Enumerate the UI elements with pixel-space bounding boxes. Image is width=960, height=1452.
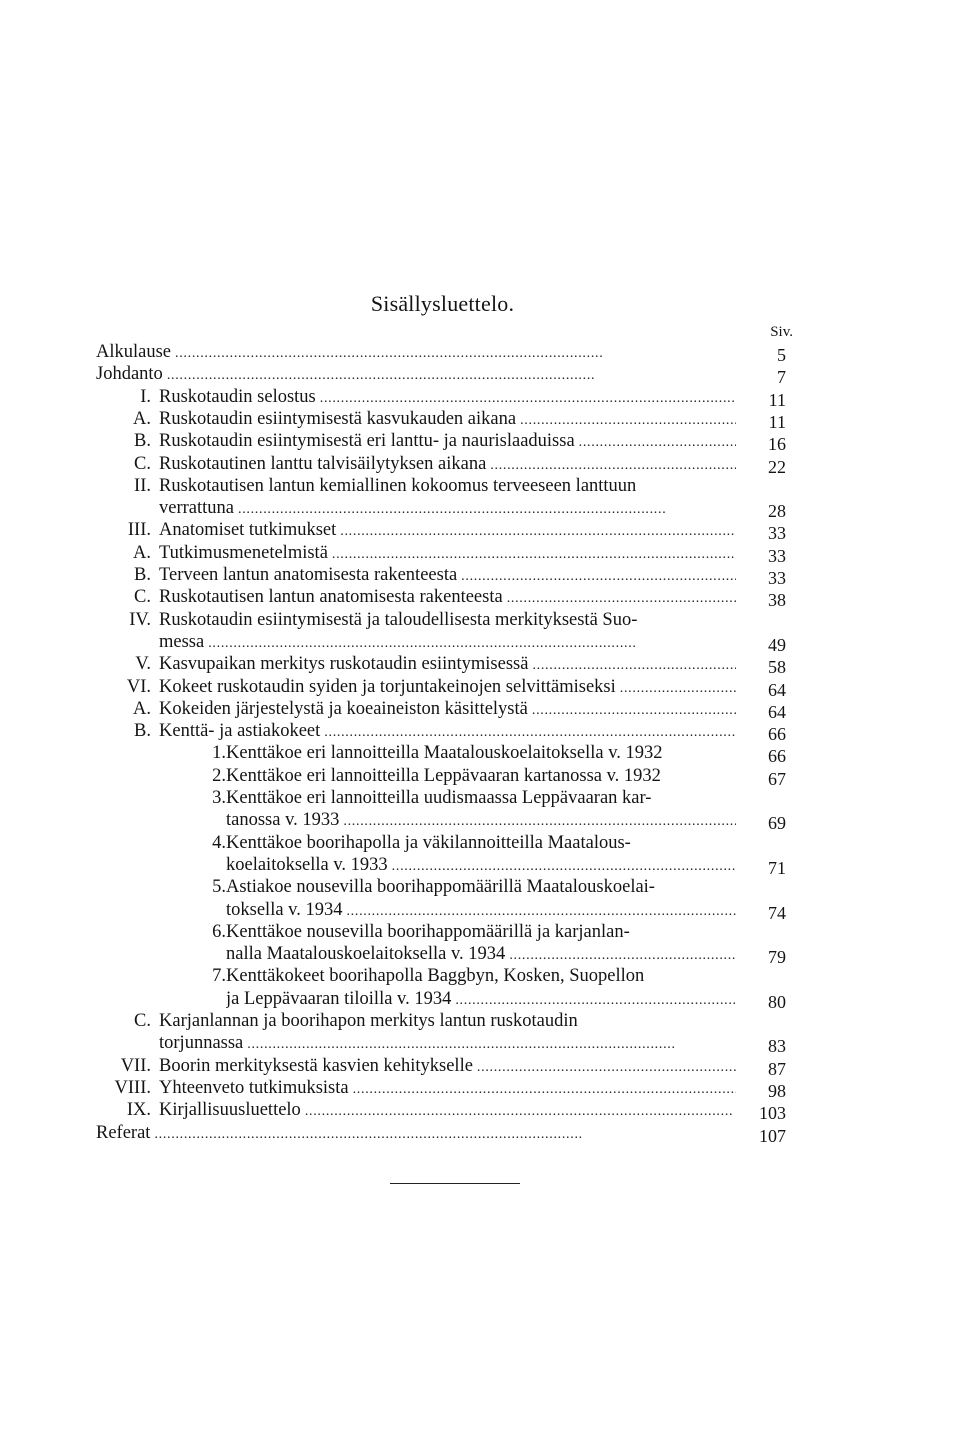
dot-leader <box>477 1057 736 1079</box>
entry-title: messa <box>159 631 205 652</box>
page-number: 71 <box>768 857 786 878</box>
entry-title: Ruskotautisen lantun kemiallinen kokoomus terveeseen lanttuun <box>159 475 637 496</box>
entry-title: tanossa v. 1933 <box>226 810 340 831</box>
toc-entry <box>96 430 786 455</box>
toc-entry <box>96 698 786 720</box>
entry-title: Ruskotautinen lanttu talvisäilytyksen aikana <box>159 453 487 474</box>
entry-number: A. <box>133 542 151 563</box>
entry-title: ja Leppävaaran tiloilla v. 1934 <box>226 988 452 1009</box>
dot-leader <box>320 388 736 410</box>
entry-number: 6. <box>212 921 226 942</box>
page-number: 74 <box>768 902 786 923</box>
toc-entry <box>96 1099 786 1124</box>
entry-title: Kenttäkoe boorihapolla ja väkilannoitteilla Maatalous- <box>226 832 631 853</box>
page-number: 22 <box>768 456 786 477</box>
page-number: 33 <box>768 568 786 588</box>
entry-title: torjunnassa <box>159 1033 244 1054</box>
toc-entry <box>96 988 786 1010</box>
entry-title: Anatomiset tutkimukset <box>159 520 337 541</box>
page-number: 83 <box>768 1036 786 1057</box>
dot-leader <box>532 700 736 722</box>
dot-leader <box>353 1079 736 1101</box>
entry-title: Yhteenveto tutkimuksista <box>159 1077 349 1098</box>
entry-title: Referat <box>96 1122 151 1143</box>
entry-title: koelaitoksella v. 1933 <box>226 854 388 875</box>
toc-entry <box>96 720 786 745</box>
entry-number: I. <box>140 386 151 407</box>
entry-title: Kenttäkoe eri lannoitteilla uudismaassa Leppävaaran kar- <box>226 788 652 808</box>
entry-number: VI. <box>126 676 151 697</box>
toc-entry <box>96 676 786 698</box>
dot-leader <box>455 990 736 1012</box>
entry-title: Kirjallisuusluettelo <box>159 1100 301 1121</box>
toc-entry <box>96 475 786 497</box>
toc-entry <box>96 1032 786 1057</box>
toc-entry <box>96 832 786 854</box>
entry-number: 1. <box>212 743 226 764</box>
dot-leader <box>507 588 736 610</box>
dot-leader <box>208 633 736 655</box>
entry-number: A. <box>133 408 151 429</box>
dot-leader <box>392 856 736 878</box>
page-number: 33 <box>768 523 786 544</box>
entry-title: Kenttäkokeet boorihapolla Baggbyn, Kosken, Suopellon <box>226 966 645 987</box>
page-number: 5 <box>777 345 786 365</box>
toc-entry <box>96 341 786 363</box>
toc-entry <box>96 1077 786 1099</box>
dot-leader <box>340 521 736 543</box>
page-number: 49 <box>768 634 786 655</box>
entry-number: 5. <box>212 877 226 898</box>
toc-entry <box>96 899 786 921</box>
entry-title: Ruskotaudin esiintymisestä ja taloudellisesta merkityksestä Suo- <box>159 609 638 630</box>
dot-leader <box>167 365 736 387</box>
dot-leader <box>346 901 736 923</box>
entry-number: 3. <box>212 788 226 808</box>
toc-entry <box>96 742 786 767</box>
entry-title: Kokeet ruskotaudin syiden ja torjuntakeinojen selvittämiseksi <box>159 676 616 697</box>
toc-entry <box>96 519 786 544</box>
entry-number: III. <box>127 520 151 541</box>
entry-number: C. <box>134 453 151 474</box>
toc-entry <box>96 564 786 586</box>
page-number: 28 <box>768 501 786 522</box>
toc-entry <box>96 586 786 611</box>
entry-number: A. <box>133 698 151 719</box>
entry-number: 7. <box>212 966 226 987</box>
toc-entry <box>96 787 786 809</box>
entry-title: Johdanto <box>96 364 163 385</box>
entry-title: Ruskotautisen lantun anatomisesta rakenteesta <box>159 587 503 608</box>
dot-leader <box>520 410 736 432</box>
page-title: Sisällysluettelo. <box>370 291 515 316</box>
toc-entry <box>96 363 786 388</box>
page-number: 33 <box>768 545 786 566</box>
entry-title: Karjanlannan ja boorihapon merkitys lantun ruskotaudin <box>159 1011 578 1031</box>
entry-title: Kenttäkoe eri lannoitteilla Maatalouskoelaitoksella v. 1932 <box>226 743 663 764</box>
entry-number: II. <box>134 475 151 496</box>
page-number: 11 <box>768 389 786 410</box>
toc-entry <box>96 765 786 787</box>
entry-title: Ruskotaudin selostus <box>159 386 316 407</box>
page-number: 103 <box>759 1103 786 1124</box>
entry-number: B. <box>134 565 151 585</box>
entry-number: C. <box>134 587 151 608</box>
page-number: 98 <box>768 1080 786 1101</box>
dot-leader <box>175 343 736 365</box>
page-column-label: Siv. <box>770 324 793 340</box>
toc-entry <box>96 1055 786 1077</box>
page-number: 16 <box>768 434 786 455</box>
toc-entry <box>96 609 786 631</box>
dot-leader <box>509 945 736 967</box>
toc-entry <box>96 921 786 943</box>
page-number: 64 <box>768 701 786 722</box>
toc-entry <box>96 386 786 408</box>
entry-title: Astiakoe nousevilla boorihappomäärillä Maatalouskoelai- <box>226 877 655 898</box>
dot-leader <box>343 811 736 833</box>
entry-title: Kenttäkoe nousevilla boorihappomäärillä ja karjanlan- <box>226 921 630 942</box>
entry-title: Ruskotaudin esiintymisestä eri lanttu- ja naurislaaduissa <box>159 431 575 452</box>
entry-title: toksella v. 1934 <box>226 899 343 920</box>
entry-title: verrattuna <box>159 498 234 519</box>
page-number: 38 <box>768 590 786 611</box>
dot-leader <box>247 1034 736 1056</box>
entry-title: Kokeiden järjestelystä ja koeaineiston käsittelystä <box>159 698 528 719</box>
page-number: 87 <box>768 1058 786 1079</box>
toc-entry <box>96 653 786 678</box>
toc-entry <box>96 943 786 968</box>
entry-title: Terveen lantun anatomisesta rakenteesta <box>159 565 458 585</box>
entry-title: Ruskotaudin esiintymisestä kasvukauden aikana <box>159 408 517 429</box>
toc-entry <box>96 1010 786 1032</box>
page-number: 69 <box>768 813 786 834</box>
page-number: 64 <box>768 679 786 700</box>
toc-entry <box>96 876 786 898</box>
page-number: 79 <box>768 947 786 968</box>
closing-rule <box>390 1183 520 1184</box>
toc-entry <box>96 542 786 564</box>
page-number: 66 <box>768 746 786 767</box>
entry-number: IX. <box>126 1100 151 1121</box>
entry-number: B. <box>134 431 151 452</box>
dot-leader <box>305 1101 736 1123</box>
page-number: 66 <box>768 724 786 745</box>
entry-title: Kenttäkoe eri lannoitteilla Leppävaaran kartanossa v. 1932 <box>226 765 661 786</box>
entry-title: Kasvupaikan merkitys ruskotaudin esiintymisessä <box>159 654 529 675</box>
entry-number: C. <box>134 1011 151 1031</box>
dot-leader <box>620 678 736 700</box>
page-number: 11 <box>768 411 786 432</box>
toc-entry <box>96 631 786 653</box>
entry-number: 2. <box>212 765 226 786</box>
dot-leader <box>490 455 736 477</box>
entry-number: V. <box>135 654 151 675</box>
dot-leader <box>579 432 736 454</box>
entry-title: Boorin merkityksestä kasvien kehitykselle <box>159 1055 473 1076</box>
entry-number: VIII. <box>114 1077 151 1098</box>
toc-entry <box>96 1122 786 1144</box>
page-number: 80 <box>768 991 786 1012</box>
toc-entry <box>96 408 786 430</box>
page-number: 7 <box>777 367 786 388</box>
dot-leader <box>461 566 736 588</box>
toc-entry <box>96 453 786 475</box>
entry-number: VII. <box>120 1055 151 1076</box>
entry-title: nalla Maatalouskoelaitoksella v. 1934 <box>226 944 506 965</box>
dot-leader <box>532 655 736 677</box>
entry-title: Tutkimusmenetelmistä <box>159 542 328 563</box>
toc-entry <box>96 497 786 522</box>
dot-leader <box>154 1124 736 1146</box>
toc-entry <box>96 854 786 876</box>
page-number: 67 <box>768 768 786 789</box>
entry-title: Kenttä- ja astiakokeet <box>159 721 321 742</box>
entry-number: B. <box>134 721 151 742</box>
dot-leader <box>238 499 736 521</box>
entry-number: 4. <box>212 832 226 853</box>
dot-leader <box>324 722 736 744</box>
entry-number: IV. <box>129 609 151 630</box>
toc-entry <box>96 809 786 834</box>
toc-entry <box>96 965 786 987</box>
page-number: 107 <box>759 1125 786 1146</box>
dot-leader <box>332 544 736 566</box>
entry-title: Alkulause <box>96 342 172 362</box>
page-number: 58 <box>768 657 786 678</box>
